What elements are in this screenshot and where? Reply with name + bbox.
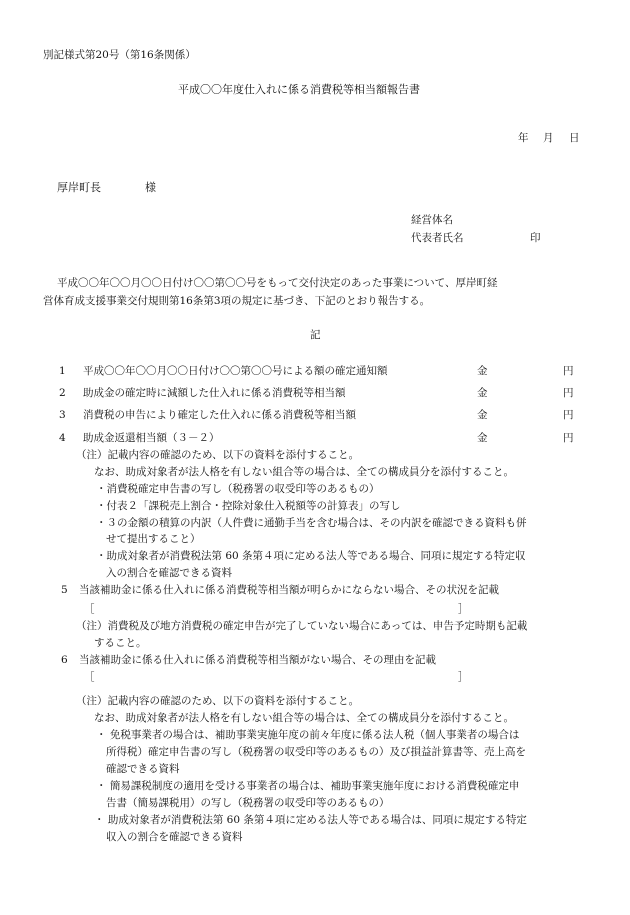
note6-line-4: 所得税）確定申告書の写し（税務署の収受印等のあるもの）及び損益計算書等、売上高を (106, 746, 526, 758)
note4-line-4: ・付表２「課税売上割合・控除対象仕入税額等の計算表」の写し (96, 500, 401, 512)
note6-line-1: （注）記載内容の確認のため、以下の資料を添付すること。 (76, 695, 360, 707)
item-2-num: 2 (59, 387, 66, 399)
note4-line-5: ・３の金額の積算の内訳（人件費に通勤手当を含む場合は、その内訳を確認できる資料も併 (96, 517, 527, 529)
date-month: 月 (543, 132, 554, 144)
date-day: 日 (569, 132, 580, 144)
note4-line-7: ・助成対象者が消費税法第 60 条第４項に定める法人等である場合、同項に規定する特定収 (96, 550, 526, 562)
item-3-text: 消費税の申告により確定した仕入れに係る消費税等相当額 (83, 409, 356, 421)
item-5-note-line-2: すること。 (94, 637, 147, 649)
note4-line-8: 入の割合を確認できる資料 (106, 567, 232, 579)
note4-line-2: なお、助成対象者が法人格を有しない組合等の場合は、全ての構成員分を添付すること。 (94, 466, 514, 478)
item-4-kin: 金 (477, 432, 488, 444)
item-1-en: 円 (563, 365, 574, 377)
item-3-num: 3 (59, 409, 66, 421)
item-1-num: 1 (59, 365, 66, 377)
item-2-en: 円 (563, 387, 574, 399)
page-title: 平成〇〇年度仕入れに係る消費税等相当額報告書 (178, 83, 420, 96)
note6-line-5: 確認できる資料 (106, 763, 180, 775)
item-1-kin: 金 (477, 365, 488, 377)
item-5-note-line-1: （注）消費税及び地方消費税の確定申告が完了していない場合にあっては、申告予定時期も記載 (76, 620, 528, 632)
item-5-bracket-open: ［ (84, 603, 95, 615)
representative-label: 代表者氏名 (411, 232, 464, 244)
note4-line-1: （注）記載内容の確認のため、以下の資料を添付すること。 (76, 449, 360, 461)
item-2-kin: 金 (477, 387, 488, 399)
note4-line-6: せて提出すること） (106, 533, 201, 545)
ki-heading: 記 (310, 329, 321, 341)
note6-line-6: ・ 簡易課税制度の適用を受ける事業者の場合は、補助事業実施年度における消費税確定申 (96, 780, 520, 792)
note6-line-2: なお、助成対象者が法人格を有しない組合等の場合は、全ての構成員分を添付すること。 (94, 712, 514, 724)
addressee-name: 厚岸町長 (57, 181, 101, 194)
form-label: 別記様式第20号（第16条関係） (43, 49, 196, 61)
body-line-1: 平成〇〇年〇〇月〇〇日付け〇〇第〇〇号をもって交付決定のあった事業について、厚岸町経 (57, 277, 498, 289)
note6-line-8: ・ 助成対象者が消費税法第 60 条第４項に定める法人等である場合は、同項に規定する特定 (94, 814, 527, 826)
item-5-bracket-close: ］ (458, 603, 469, 615)
note6-line-3: ・ 免税事業者の場合は、補助事業実施年度の前々年度に係る法人税（個人事業者の場合は (96, 729, 520, 741)
item-5-num: 5 (61, 584, 68, 596)
item-2-text: 助成金の確定時に減額した仕入れに係る消費税等相当額 (83, 387, 346, 399)
item-3-kin: 金 (477, 409, 488, 421)
item-4-en: 円 (563, 432, 574, 444)
item-5-text: 当該補助金に係る仕入れに係る消費税等相当額が明らかにならない場合、その状況を記載 (79, 584, 499, 596)
item-4-text: 助成金返還相当額（３－２） (83, 432, 220, 444)
item-6-bracket-open: ［ (84, 671, 95, 683)
note6-line-7: 告書（簡易課税用）の写し（税務署の収受印等のあるもの） (106, 797, 390, 809)
addressee-honorific: 様 (145, 181, 156, 194)
item-6-bracket-close: ］ (458, 671, 469, 683)
item-3-en: 円 (563, 409, 574, 421)
body-line-2: 営体育成支援事業交付規則第16条第3項の規定に基づき、下記のとおり報告する。 (43, 295, 431, 307)
item-1-text: 平成〇〇年〇〇月〇〇日付け〇〇第〇〇号による額の確定通知額 (83, 365, 388, 377)
item-6-num: 6 (61, 654, 68, 666)
seal-mark: 印 (530, 232, 541, 244)
date-year: 年 (518, 132, 529, 144)
note4-line-3: ・消費税確定申告書の写し（税務署の収受印等のあるもの） (96, 483, 380, 495)
note6-line-9: 収入の割合を確認できる資料 (106, 831, 243, 843)
org-name-label: 経営体名 (411, 214, 453, 226)
item-6-text: 当該補助金に係る仕入れに係る消費税等相当額がない場合、その理由を記載 (79, 654, 436, 666)
item-4-num: 4 (59, 432, 66, 444)
